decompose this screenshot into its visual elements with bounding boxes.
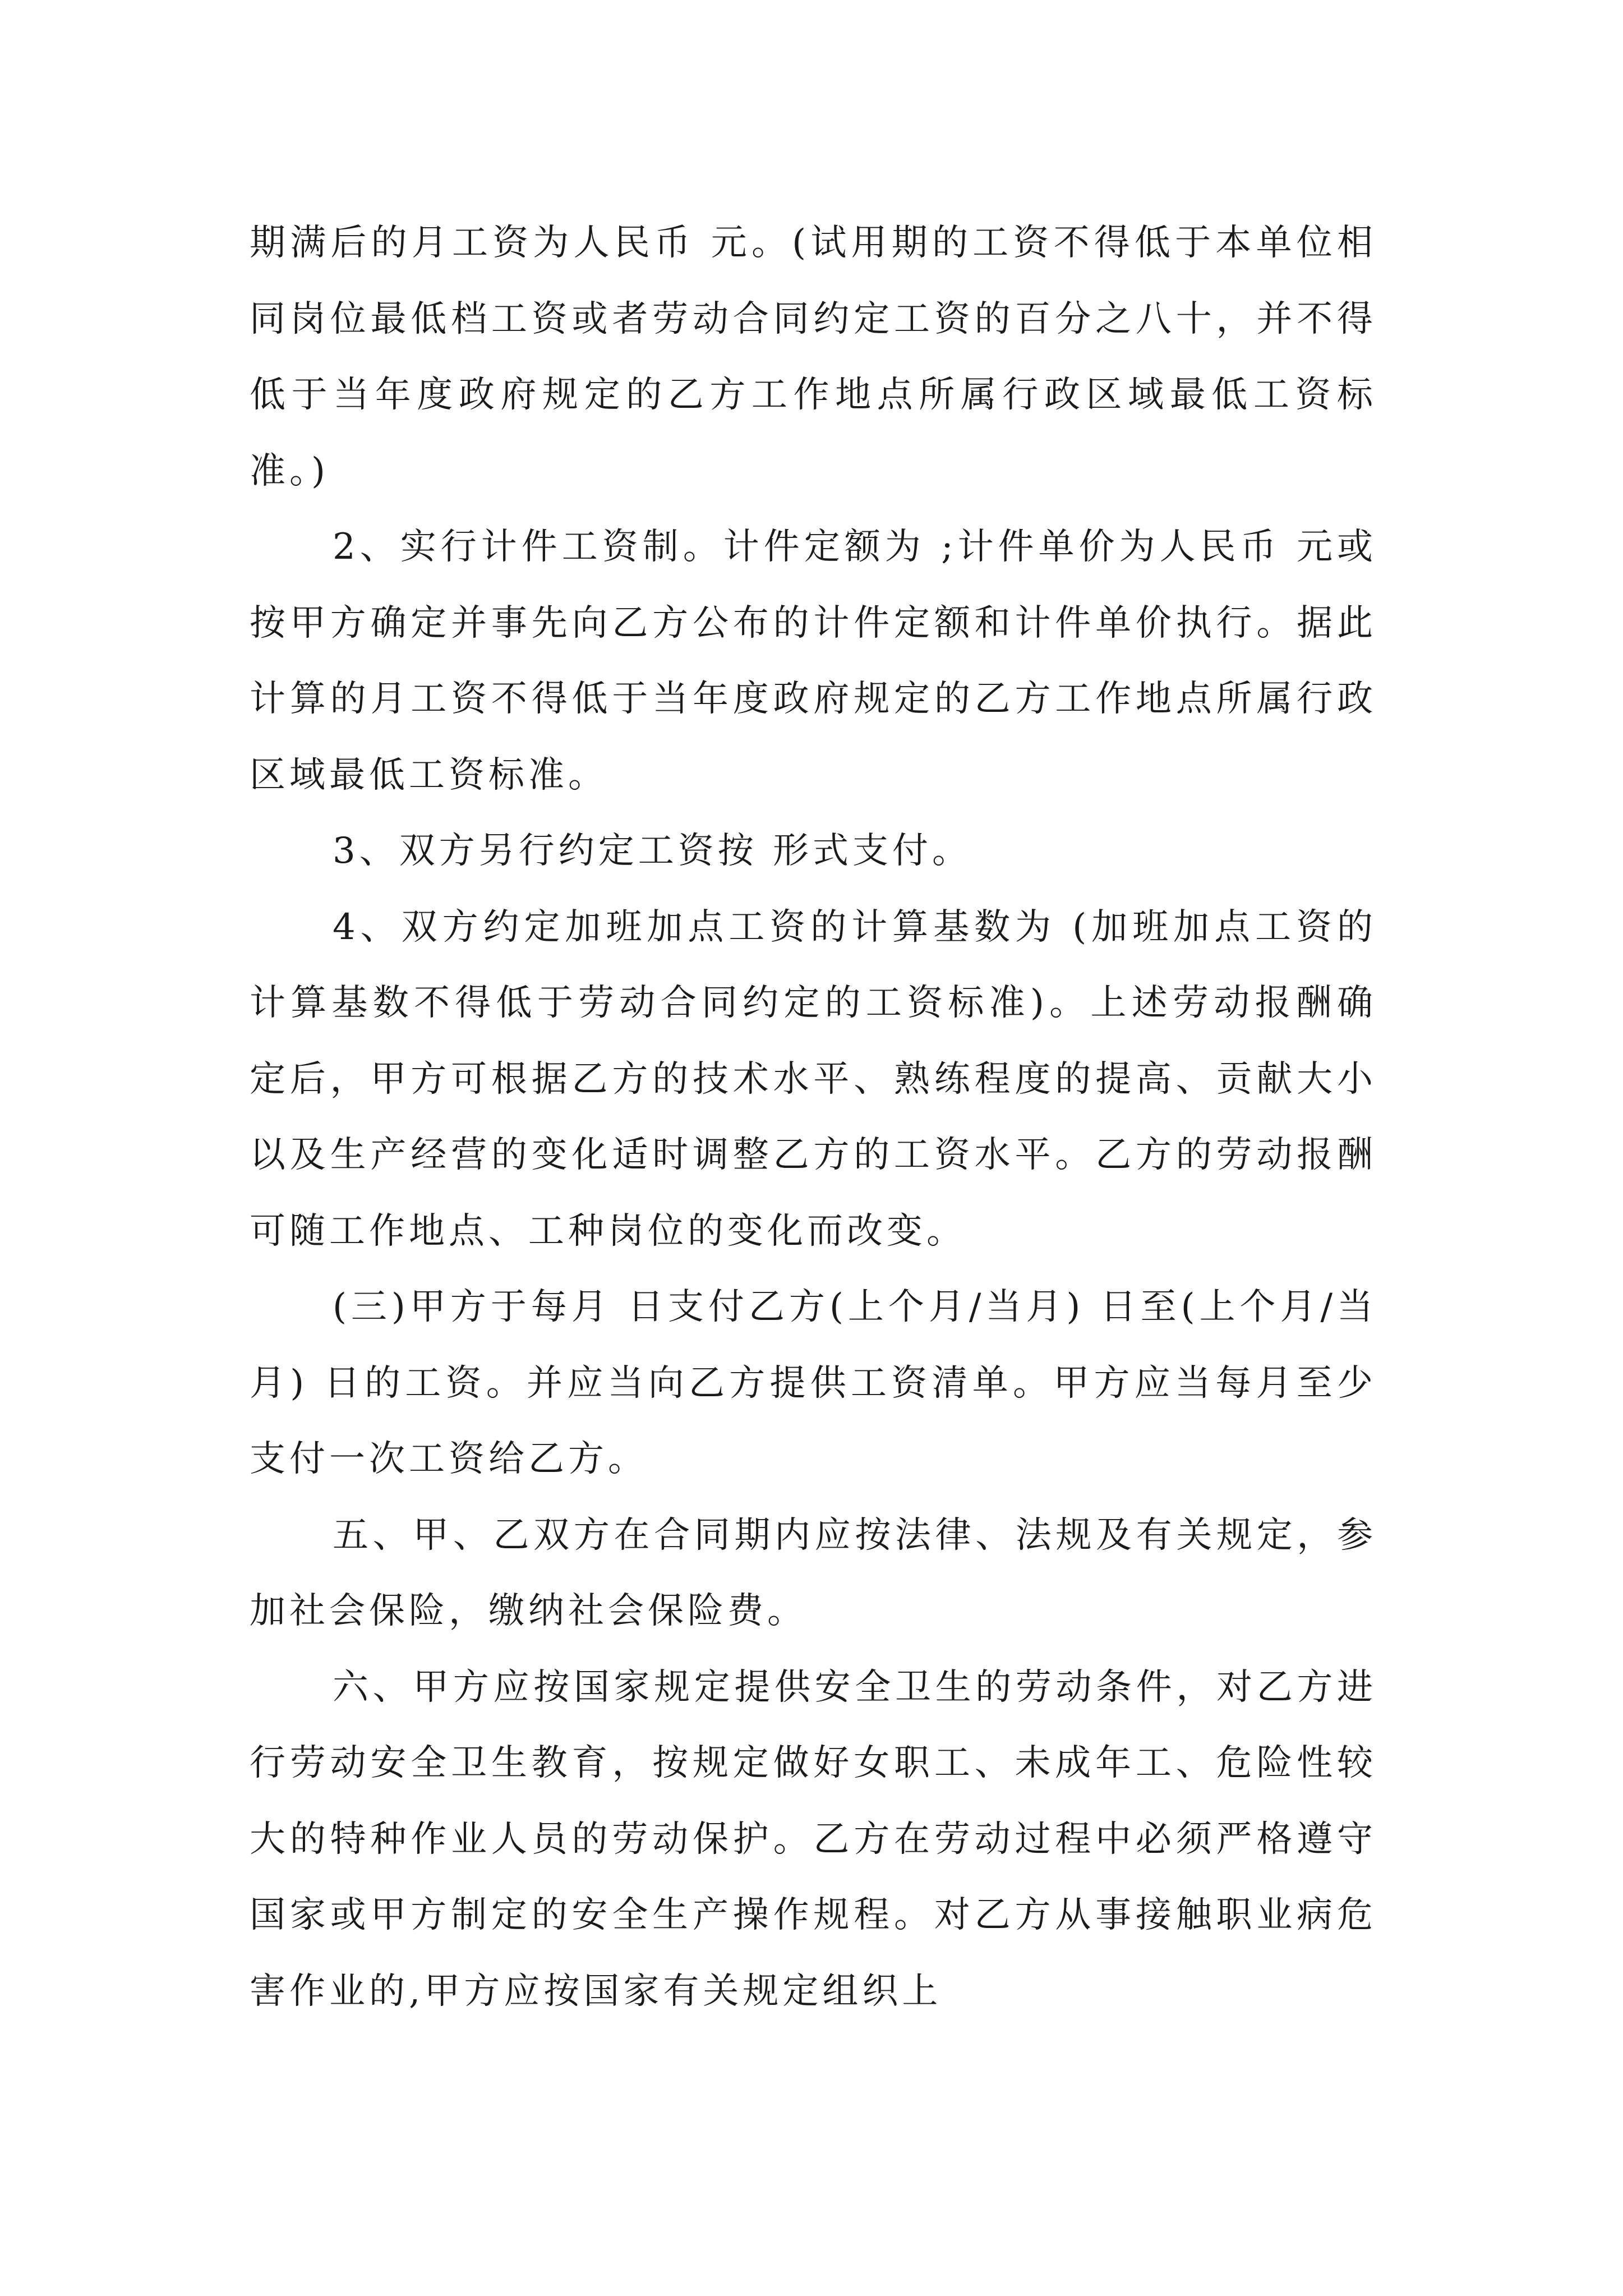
paragraph-safety-conditions: 六、甲方应按国家规定提供安全卫生的劳动条件，对乙方进行劳动安全卫生教育，按规定做好女职工、未成年工、危险性较大的特种作业人员的劳动保护。乙方在劳动过程中必须严格遵守国家或甲方制定的安全生产操作规程。对乙方从事接触职业病危害作业的,甲方应按国家有关规定组织上 bbox=[250, 1666, 1377, 2012]
paragraph-piece-rate-wage: 2、实行计件工资制。计件定额为 ;计件单价为人民币 元或按甲方确定并事先向乙方公布的计件定额和计件单价执行。据此计算的月工资不得低于当年度政府规定的乙方工作地点所属行政区域最低工资标准。 bbox=[250, 526, 1377, 796]
paragraph-overtime-base: 4、双方约定加班加点工资的计算基数为 (加班加点工资的计算基数不得低于劳动合同约定的工资标准)。上述劳动报酬确定后，甲方可根据乙方的技术水平、熟练程度的提高、贡献大小以及生产经营的变化适时调整乙方的工资水平。乙方的劳动报酬可随工作地点、工种岗位的变化而改变。 bbox=[250, 906, 1377, 1252]
paragraph-wage-payment-form: 3、双方另行约定工资按 形式支付。 bbox=[333, 830, 972, 872]
paragraph-trial-period-wage: 期满后的月工资为人民币 元。(试用期的工资不得低于本单位相同岗位最低档工资或者劳动合同约定工资的百分之八十，并不得低于当年度政府规定的乙方工作地点所属行政区域最低工资标准。) bbox=[250, 222, 1377, 492]
document-body bbox=[250, 205, 1377, 2030]
paragraph-payment-date: (三)甲方于每月 日支付乙方(上个月/当月) 日至(上个月/当月) 日的工资。并应当向乙方提供工资清单。甲方应当每月至少支付一次工资给乙方。 bbox=[250, 1286, 1377, 1480]
paragraph-social-insurance: 五、甲、乙双方在合同期内应按法律、法规及有关规定，参加社会保险，缴纳社会保险费。 bbox=[250, 1514, 1377, 1632]
